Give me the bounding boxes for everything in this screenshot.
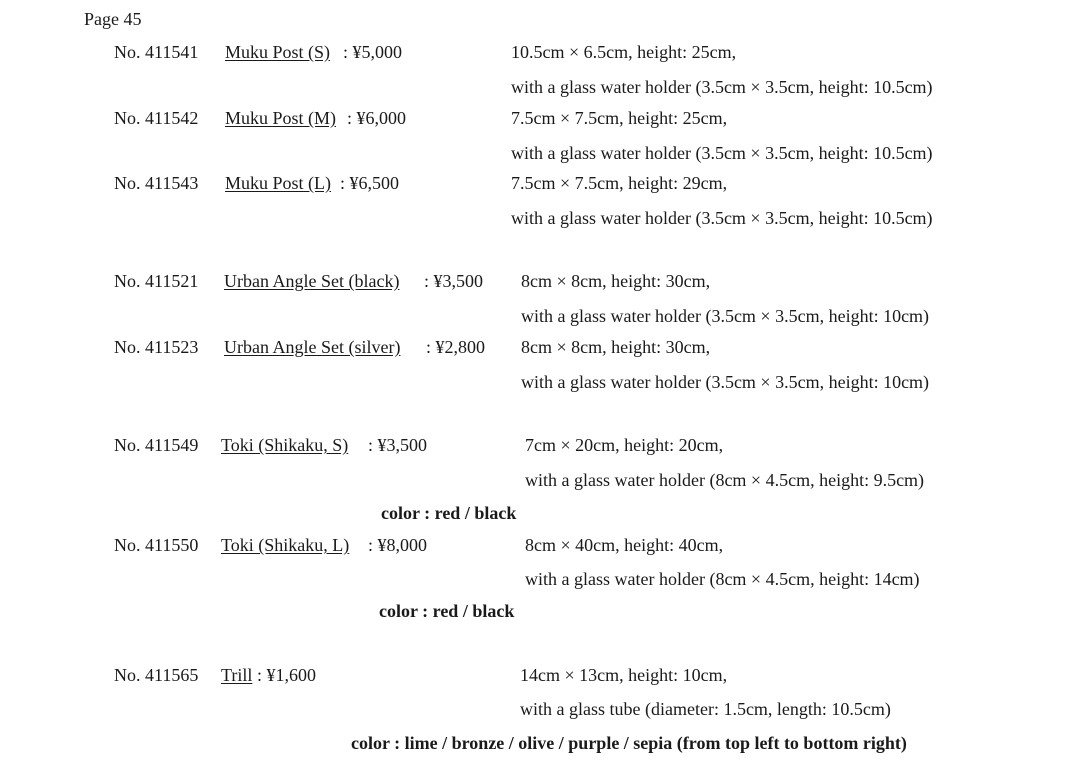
- item-price: : ¥8,000: [368, 535, 428, 555]
- item-spec-line1: 7cm × 20cm, height: 20cm,: [525, 435, 724, 455]
- item-number: No. 411542: [114, 108, 199, 128]
- item-price: : ¥6,000: [347, 108, 407, 128]
- item-number: No. 411550: [114, 535, 199, 555]
- item-price: : ¥2,800: [426, 337, 486, 357]
- item-number: No. 411549: [114, 435, 199, 455]
- item-number: No. 411541: [114, 42, 199, 62]
- item-number: No. 411521: [114, 271, 199, 291]
- item-number: No. 411543: [114, 173, 199, 193]
- item-price: : ¥3,500: [368, 435, 428, 455]
- item-name-link[interactable]: Toki (Shikaku, S): [221, 435, 349, 455]
- item-spec-line2: with a glass water holder (3.5cm × 3.5cm, height: 10cm): [521, 306, 930, 326]
- item-price: : ¥5,000: [343, 42, 403, 62]
- item-color: color : lime / bronze / olive / purple / sepia (from top left to bottom right): [351, 733, 907, 753]
- item-spec-line1: 14cm × 13cm, height: 10cm,: [520, 665, 728, 685]
- item-spec-line2: with a glass tube (diameter: 1.5cm, length: 10.5cm): [520, 699, 891, 719]
- item-name-link[interactable]: Muku Post (L): [225, 173, 332, 193]
- item-spec-line1: 8cm × 8cm, height: 30cm,: [521, 271, 711, 291]
- item-spec-line1: 7.5cm × 7.5cm, height: 25cm,: [511, 108, 728, 128]
- item-number: No. 411565: [114, 665, 199, 685]
- item-color: color : red / black: [381, 503, 517, 523]
- item-name-link[interactable]: Urban Angle Set (black): [224, 271, 400, 291]
- item-spec-line1: 10.5cm × 6.5cm, height: 25cm,: [511, 42, 737, 62]
- item-price: : ¥1,600: [257, 665, 317, 685]
- item-spec-line1: 8cm × 40cm, height: 40cm,: [525, 535, 724, 555]
- item-spec-line2: with a glass water holder (8cm × 4.5cm, height: 14cm): [525, 569, 920, 589]
- item-price: : ¥3,500: [424, 271, 484, 291]
- item-spec-line2: with a glass water holder (3.5cm × 3.5cm, height: 10cm): [521, 372, 930, 392]
- item-name-link[interactable]: Muku Post (M): [225, 108, 337, 128]
- item-name-link[interactable]: Toki (Shikaku, L): [221, 535, 350, 555]
- item-spec-line2: with a glass water holder (3.5cm × 3.5cm, height: 10.5cm): [511, 77, 933, 97]
- item-spec-line1: 8cm × 8cm, height: 30cm,: [521, 337, 711, 357]
- item-spec-line1: 7.5cm × 7.5cm, height: 29cm,: [511, 173, 728, 193]
- page-label: Page 45: [84, 9, 142, 29]
- item-spec-line2: with a glass water holder (8cm × 4.5cm, height: 9.5cm): [525, 470, 925, 490]
- item-name-link[interactable]: Urban Angle Set (silver): [224, 337, 401, 357]
- item-number: No. 411523: [114, 337, 199, 357]
- item-color: color : red / black: [379, 601, 515, 621]
- item-price: : ¥6,500: [340, 173, 400, 193]
- item-spec-line2: with a glass water holder (3.5cm × 3.5cm, height: 10.5cm): [511, 143, 933, 163]
- item-name-link[interactable]: Muku Post (S): [225, 42, 331, 62]
- item-spec-line2: with a glass water holder (3.5cm × 3.5cm, height: 10.5cm): [511, 208, 933, 228]
- item-name-link[interactable]: Trill: [221, 665, 253, 685]
